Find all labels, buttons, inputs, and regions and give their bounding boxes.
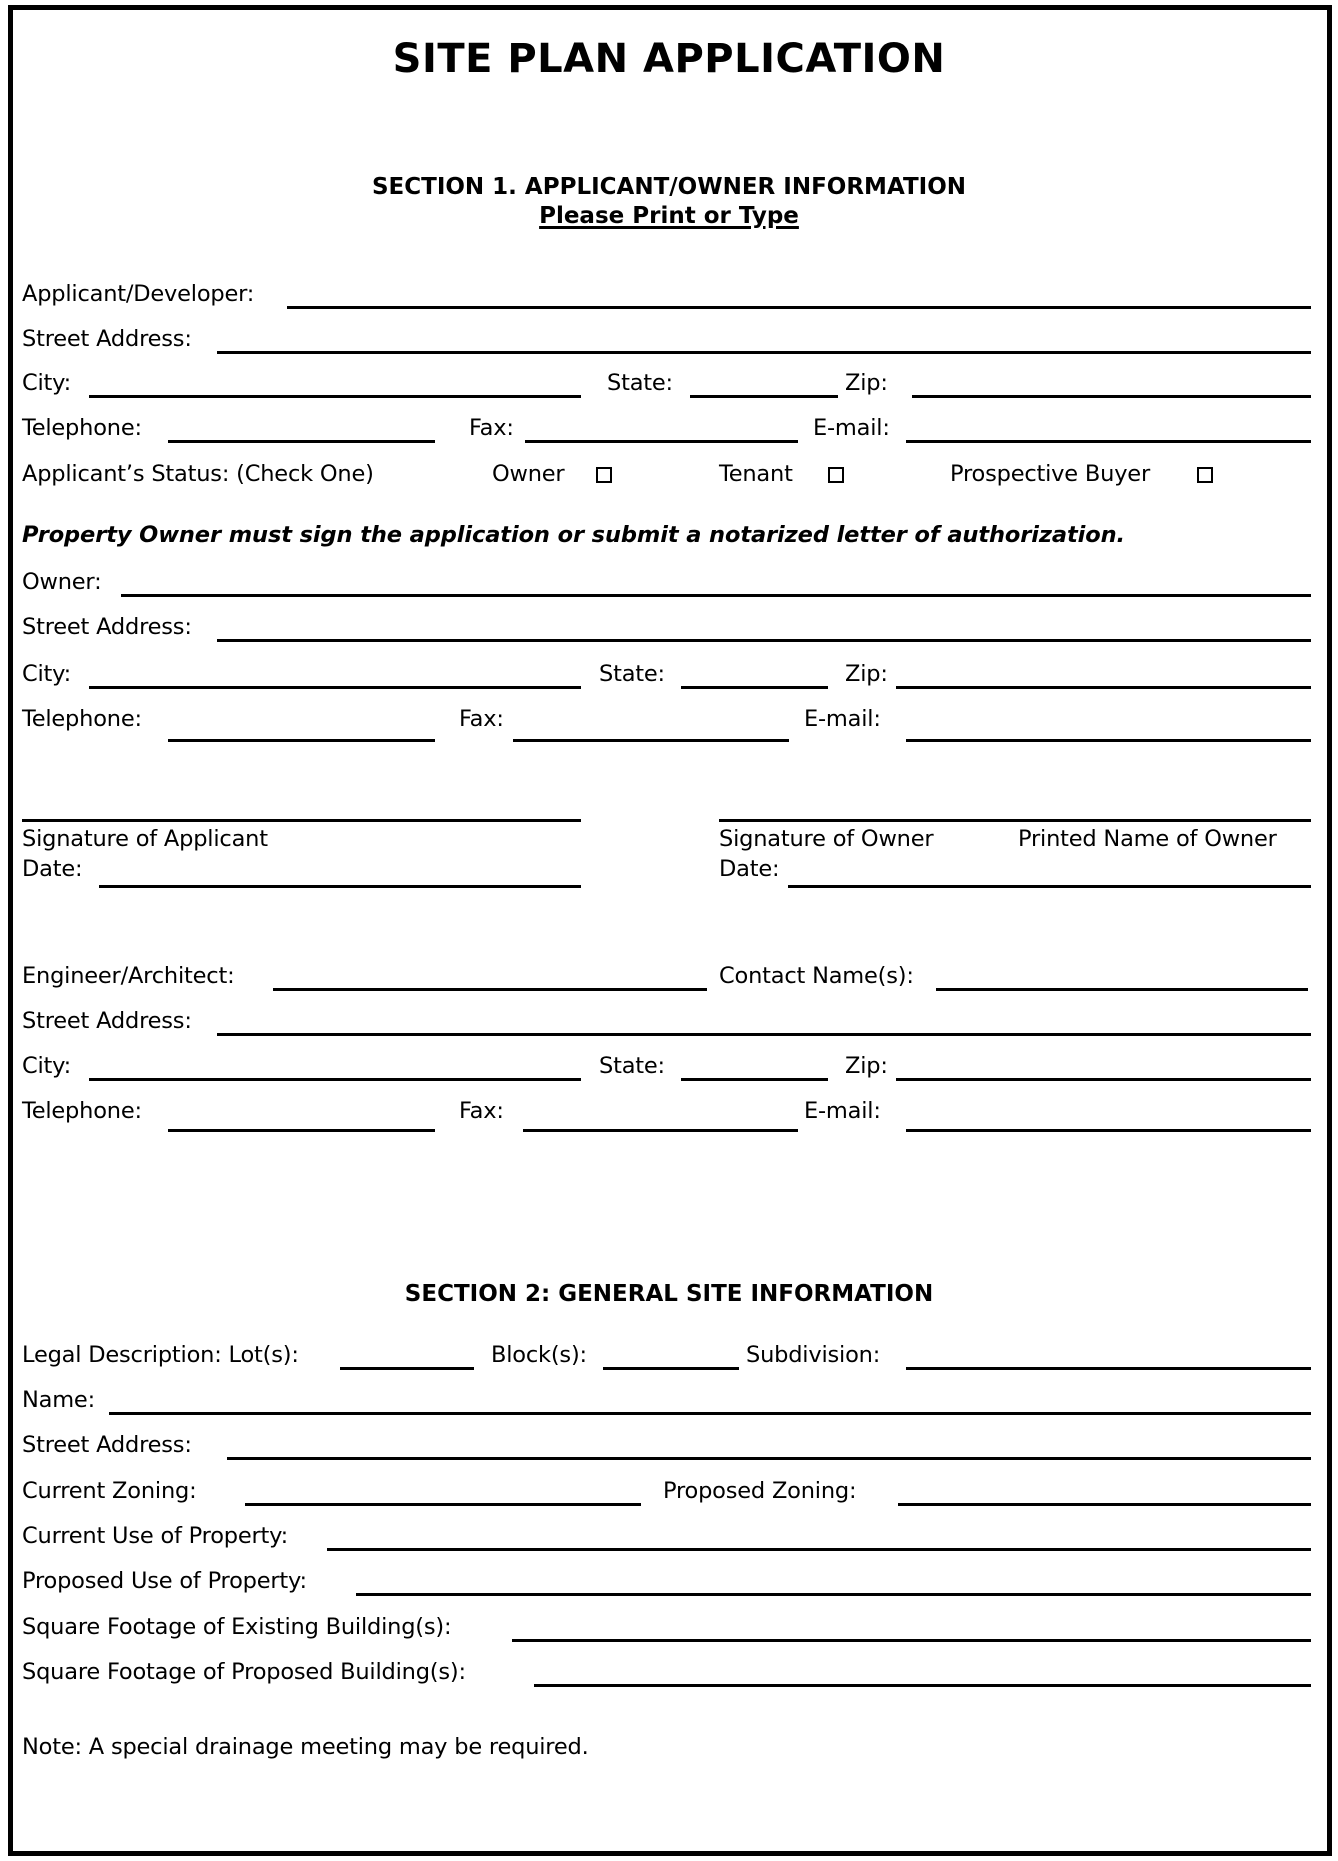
owner-name-field[interactable] bbox=[121, 594, 1311, 597]
engineer-telephone-label: Telephone: bbox=[22, 1098, 142, 1124]
status-owner-checkbox[interactable] bbox=[596, 467, 612, 483]
applicant-city-field[interactable] bbox=[89, 395, 581, 398]
proposed-use-field[interactable] bbox=[356, 1593, 1311, 1596]
engineer-zip-label: Zip: bbox=[845, 1053, 888, 1079]
owner-fax-field[interactable] bbox=[513, 739, 789, 742]
owner-email-label: E-mail: bbox=[804, 706, 881, 732]
sqft-proposed-label: Square Footage of Proposed Building(s): bbox=[22, 1659, 466, 1685]
current-zoning-field[interactable] bbox=[245, 1503, 641, 1506]
engineer-email-label: E-mail: bbox=[804, 1098, 881, 1124]
owner-signature-label: Signature of Owner bbox=[719, 826, 934, 852]
form-title: SITE PLAN APPLICATION bbox=[392, 36, 946, 82]
applicant-city-label: City: bbox=[22, 370, 72, 396]
owner-telephone-label: Telephone: bbox=[22, 706, 142, 732]
owner-state-label: State: bbox=[599, 661, 665, 687]
engineer-state-label: State: bbox=[599, 1053, 665, 1079]
applicant-date-label: Date: bbox=[22, 856, 83, 882]
site-name-label: Name: bbox=[22, 1387, 95, 1413]
section1-subheading: Please Print or Type bbox=[539, 203, 799, 229]
subdivision-label: Subdivision: bbox=[746, 1342, 881, 1368]
owner-signature-field[interactable] bbox=[719, 819, 1311, 822]
engineer-field[interactable] bbox=[273, 988, 707, 991]
engineer-state-field[interactable] bbox=[681, 1078, 828, 1081]
applicant-signature-label: Signature of Applicant bbox=[22, 826, 268, 852]
applicant-date-field[interactable] bbox=[99, 885, 581, 888]
proposed-zoning-label: Proposed Zoning: bbox=[663, 1478, 857, 1504]
owner-zip-label: Zip: bbox=[845, 661, 888, 687]
engineer-street-label: Street Address: bbox=[22, 1008, 192, 1034]
owner-city-field[interactable] bbox=[89, 686, 581, 689]
owner-date-label: Date: bbox=[719, 856, 780, 882]
owner-street-label: Street Address: bbox=[22, 614, 192, 640]
applicant-zip-field[interactable] bbox=[912, 395, 1311, 398]
applicant-email-label: E-mail: bbox=[813, 415, 890, 441]
site-name-field[interactable] bbox=[109, 1412, 1311, 1415]
proposed-zoning-field[interactable] bbox=[898, 1503, 1311, 1506]
site-street-label: Street Address: bbox=[22, 1432, 192, 1458]
subdivision-field[interactable] bbox=[906, 1367, 1311, 1370]
applicant-state-label: State: bbox=[607, 370, 673, 396]
applicant-developer-field[interactable] bbox=[287, 306, 1311, 309]
current-use-field[interactable] bbox=[327, 1548, 1311, 1551]
owner-street-field[interactable] bbox=[217, 639, 1311, 642]
applicant-fax-field[interactable] bbox=[525, 440, 798, 443]
drainage-note: Note: A special drainage meeting may be required. bbox=[22, 1734, 589, 1760]
applicant-street-field[interactable] bbox=[217, 351, 1311, 354]
blocks-label: Block(s): bbox=[491, 1342, 587, 1368]
applicant-status-label: Applicant’s Status: (Check One) bbox=[22, 461, 374, 487]
site-street-field[interactable] bbox=[227, 1457, 1311, 1460]
status-owner-label: Owner bbox=[492, 461, 565, 487]
engineer-fax-field[interactable] bbox=[523, 1129, 798, 1132]
owner-printed-name-label: Printed Name of Owner bbox=[1018, 826, 1277, 852]
owner-state-field[interactable] bbox=[681, 686, 828, 689]
applicant-telephone-field[interactable] bbox=[168, 440, 435, 443]
sqft-existing-label: Square Footage of Existing Building(s): bbox=[22, 1614, 452, 1640]
engineer-city-field[interactable] bbox=[89, 1078, 581, 1081]
legal-description-lots-label: Legal Description: Lot(s): bbox=[22, 1342, 299, 1368]
owner-fax-label: Fax: bbox=[459, 706, 504, 732]
sqft-existing-field[interactable] bbox=[512, 1639, 1311, 1642]
lots-field[interactable] bbox=[340, 1367, 474, 1370]
engineer-email-field[interactable] bbox=[906, 1129, 1311, 1132]
engineer-telephone-field[interactable] bbox=[168, 1129, 435, 1132]
owner-zip-field[interactable] bbox=[896, 686, 1311, 689]
applicant-telephone-label: Telephone: bbox=[22, 415, 142, 441]
owner-label: Owner: bbox=[22, 569, 102, 595]
applicant-developer-label: Applicant/Developer: bbox=[22, 281, 255, 307]
section1-heading: SECTION 1. APPLICANT/OWNER INFORMATION bbox=[371, 174, 967, 200]
current-zoning-label: Current Zoning: bbox=[22, 1478, 197, 1504]
owner-city-label: City: bbox=[22, 661, 72, 687]
owner-date-field[interactable] bbox=[788, 885, 1311, 888]
owner-signature-notice: Property Owner must sign the application or submit a notarized letter of authorization. bbox=[22, 522, 1125, 548]
engineer-label: Engineer/Architect: bbox=[22, 963, 235, 989]
section2-heading: SECTION 2: GENERAL SITE INFORMATION bbox=[404, 1281, 934, 1307]
applicant-state-field[interactable] bbox=[690, 395, 838, 398]
owner-telephone-field[interactable] bbox=[168, 739, 435, 742]
applicant-email-field[interactable] bbox=[906, 440, 1311, 443]
engineer-zip-field[interactable] bbox=[896, 1078, 1311, 1081]
engineer-fax-label: Fax: bbox=[459, 1098, 504, 1124]
status-prospective-buyer-label: Prospective Buyer bbox=[950, 461, 1151, 487]
contact-names-field[interactable] bbox=[936, 988, 1308, 991]
status-prospective-buyer-checkbox[interactable] bbox=[1197, 467, 1213, 483]
sqft-proposed-field[interactable] bbox=[534, 1684, 1311, 1687]
applicant-zip-label: Zip: bbox=[845, 370, 888, 396]
engineer-city-label: City: bbox=[22, 1053, 72, 1079]
contact-names-label: Contact Name(s): bbox=[719, 963, 914, 989]
owner-email-field[interactable] bbox=[906, 739, 1311, 742]
current-use-label: Current Use of Property: bbox=[22, 1523, 289, 1549]
status-tenant-checkbox[interactable] bbox=[828, 467, 844, 483]
blocks-field[interactable] bbox=[603, 1367, 739, 1370]
status-tenant-label: Tenant bbox=[719, 461, 793, 487]
applicant-fax-label: Fax: bbox=[469, 415, 514, 441]
applicant-street-label: Street Address: bbox=[22, 326, 192, 352]
applicant-signature-field[interactable] bbox=[22, 819, 581, 822]
engineer-street-field[interactable] bbox=[217, 1033, 1311, 1036]
proposed-use-label: Proposed Use of Property: bbox=[22, 1568, 307, 1594]
